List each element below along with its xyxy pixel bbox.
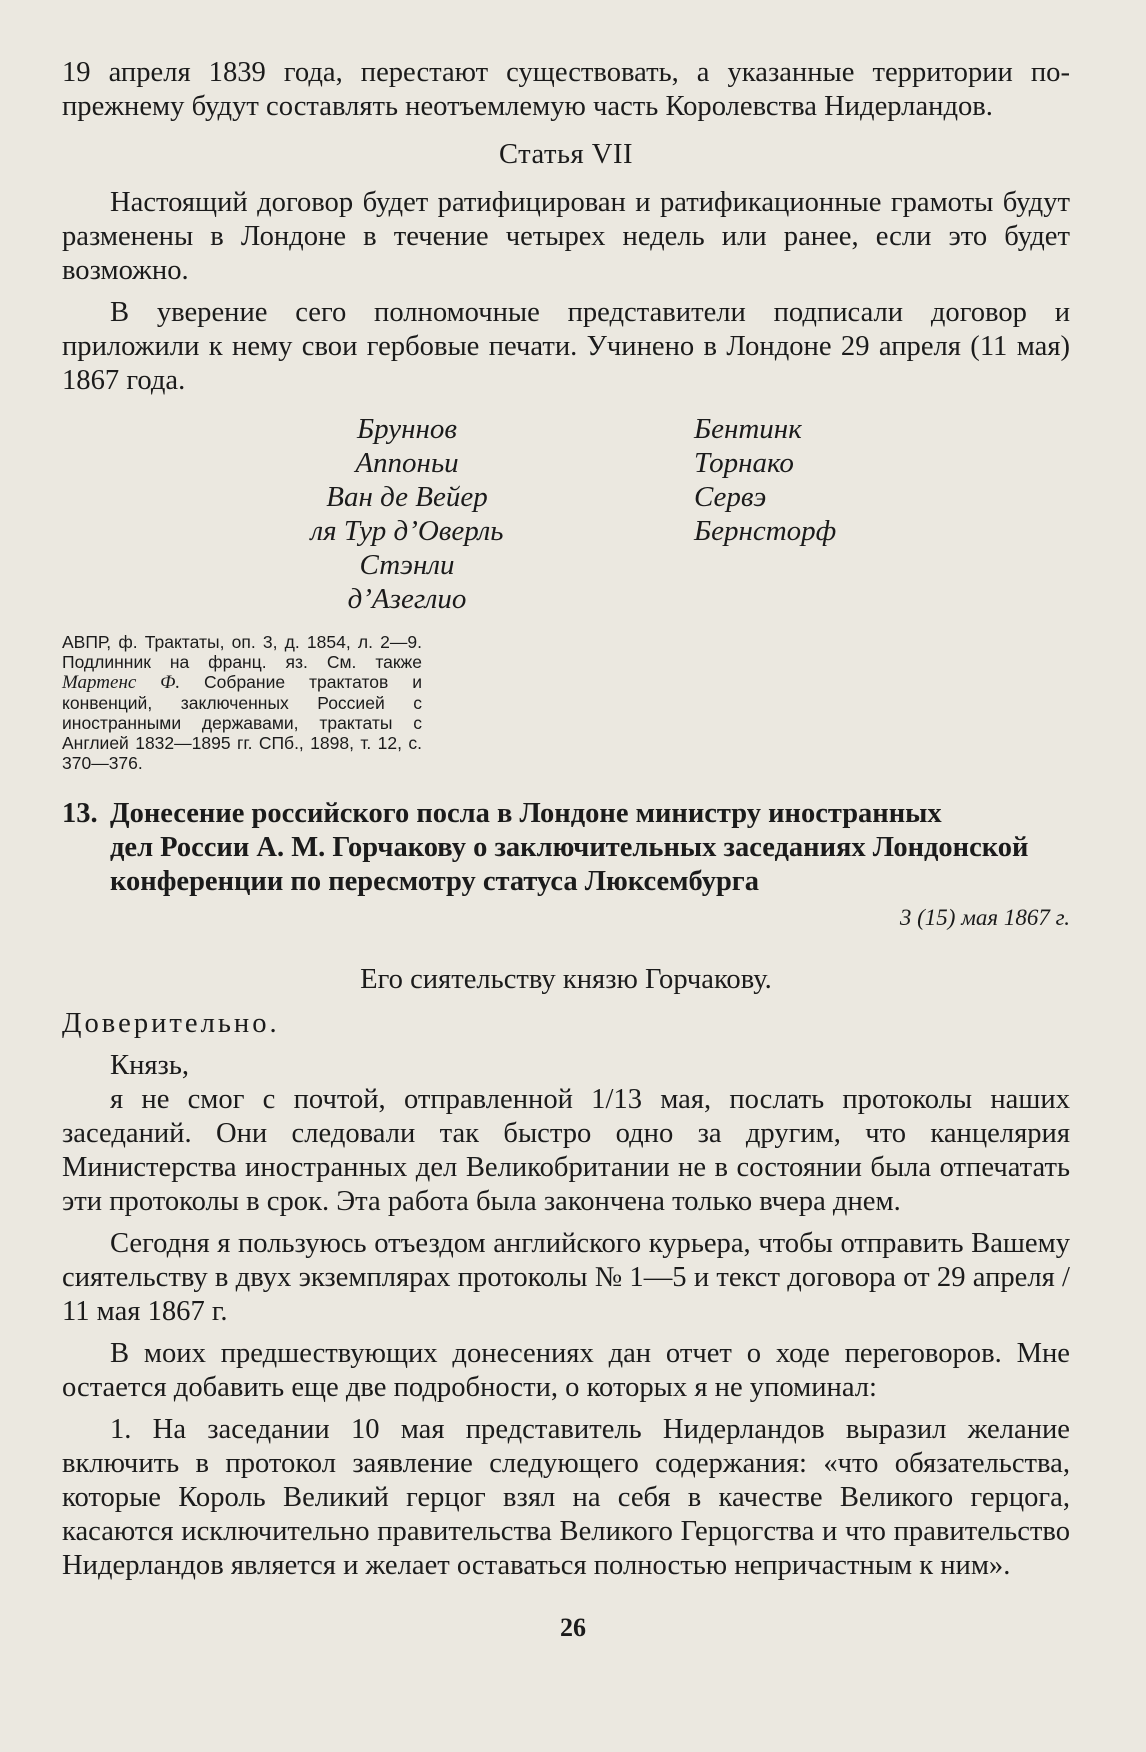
source-archive: АВПР, ф. Трактаты, оп. 3, д. 1854, л. 2—9. Подлинник на франц. яз. См. также bbox=[62, 632, 422, 672]
signature-name: Бернсторф bbox=[694, 515, 837, 547]
letter-paragraph-1: я не смог с почтой, отправленной 1/13 мая, послать протоколы наших заседаний. Они следовали так быстро одно за другим, что канцелярия Министерства иностранных дел Великобритании не в состоянии была отпечатать эти протоколы в срок. Эта работа была закончена только вчера днем. bbox=[62, 1084, 1070, 1217]
salutation: Князь, bbox=[110, 1050, 190, 1081]
continuation-paragraph: 19 апреля 1839 года, перестают существовать, а указанные территории по-прежнему будут составлять неотъемлемую часть Королевства Нидерландов. bbox=[62, 57, 1070, 122]
signature-name: Бруннов bbox=[357, 413, 457, 445]
signature-name: Торнако bbox=[694, 447, 794, 479]
document-number: 13. bbox=[62, 798, 98, 829]
confidential-mark: Доверительно. bbox=[62, 1008, 280, 1039]
page-content bbox=[62, 56, 1070, 1583]
document-title-line2: дел России А. М. Горчакову о заключительных заседаниях Лондонской конференции по пересмотру статуса Люксембурга bbox=[110, 832, 1029, 897]
signature-name: ля Тур д’Оверль bbox=[310, 515, 504, 547]
letter-paragraph-4: 1. На заседании 10 мая представитель Нидерландов выразил желание включить в протокол заявление следующего содержания: «что обязательства, которые Король Великий герцог взял на себя в качестве Великого герцога, касаются исключительно правительства Великого Герцогства и что правительство Нидерландов является и желает оставаться полностью непричастным к ним». bbox=[62, 1414, 1070, 1581]
page-number: 26 bbox=[560, 1613, 586, 1642]
signatures bbox=[62, 412, 1070, 622]
signature-name: Стэнли bbox=[359, 549, 455, 581]
signature-name: Ван де Вейер bbox=[326, 481, 488, 513]
document-heading bbox=[62, 797, 1070, 899]
document-date: 3 (15) мая 1867 г. bbox=[899, 905, 1070, 930]
article-paragraph-signing: В уверение сего полномочные представители подписали договор и приложили к нему свои гербовые печати. Учинено в Лондоне 29 апреля (11 мая) 1867 года. bbox=[62, 297, 1070, 396]
article-title: Статья VII bbox=[498, 139, 634, 170]
signature-name: д’Азеглио bbox=[347, 583, 467, 615]
signature-name: Сервэ bbox=[694, 481, 767, 513]
signatures-left bbox=[242, 412, 572, 616]
article-paragraph-ratification: Настоящий договор будет ратифицирован и ратификационные грамоты будут разменены в Лондоне в течение четырех недель или ранее, если это будет возможно. bbox=[62, 187, 1070, 286]
source-reference bbox=[62, 632, 422, 773]
letter-paragraph-2: Сегодня я пользуюсь отъездом английского курьера, чтобы отправить Вашему сиятельству в двух экземплярах протоколы № 1—5 и текст договора от 29 апреля / 11 мая 1867 г. bbox=[62, 1228, 1070, 1327]
signature-name: Аппоньи bbox=[355, 447, 459, 479]
signature-name: Бентинк bbox=[694, 413, 802, 445]
source-collection: Собрание трактатов и конвенций, заключенных Россией с иностранными державами, трактаты с Англией 1832—1895 гг. СПб., 1898, т. 12, с. 370—376. bbox=[62, 672, 422, 773]
letter-paragraph-3: В моих предшествующих донесениях дан отчет о ходе переговоров. Мне остается добавить еще две подробности, о которых я не упоминал: bbox=[62, 1338, 1070, 1403]
source-author: Мартенс Ф. bbox=[62, 672, 181, 693]
signatures-right bbox=[694, 412, 994, 548]
addressee: Его сиятельству князю Горчакову. bbox=[360, 964, 772, 995]
document-title-line1: Донесение российского посла в Лондоне министру иностранных bbox=[110, 798, 942, 829]
